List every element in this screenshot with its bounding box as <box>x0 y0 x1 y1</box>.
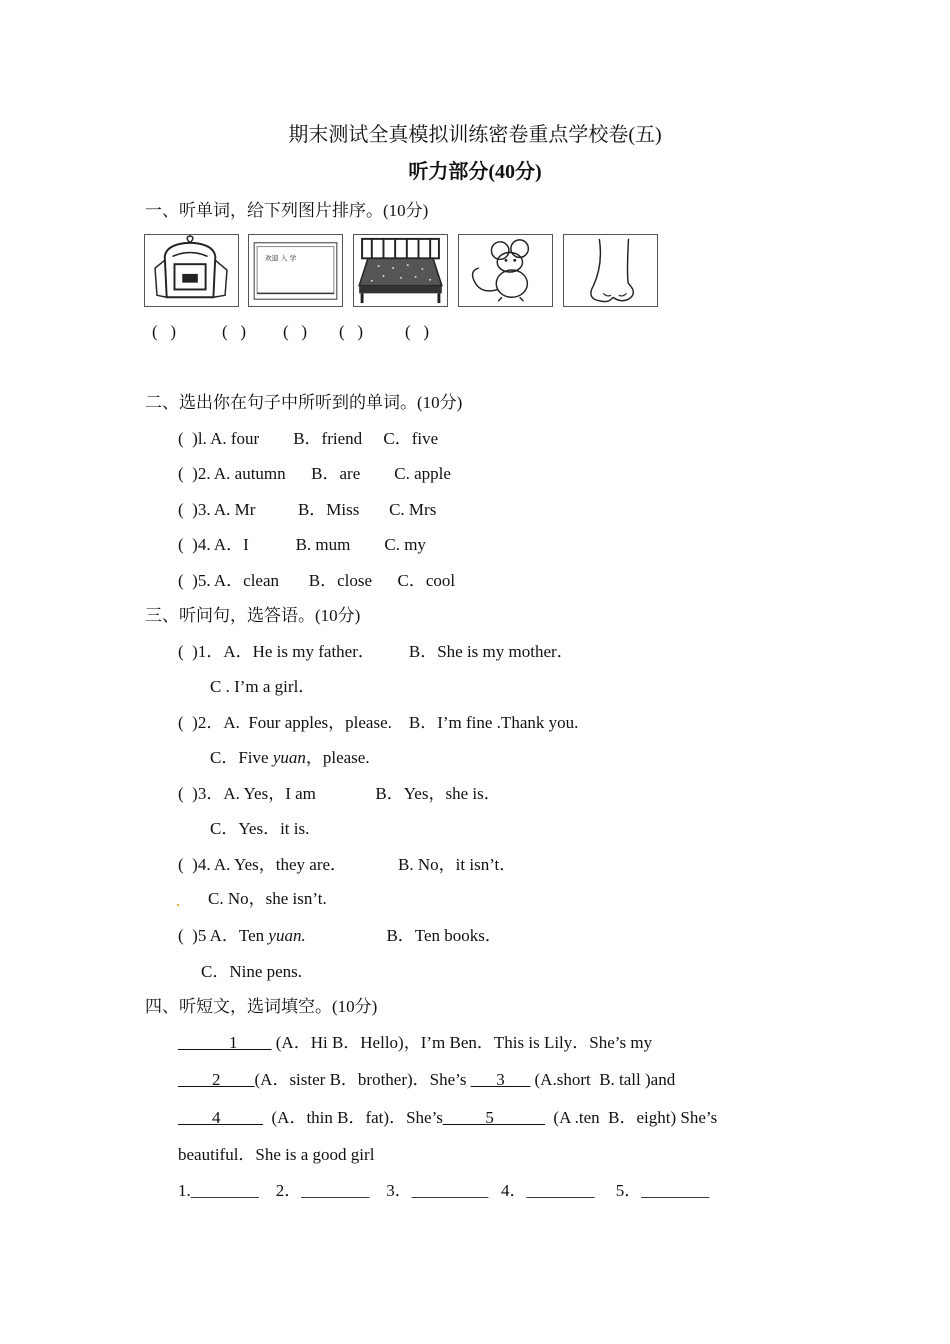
section3-heading: 三、听问句，选答语。(10分) <box>145 606 361 625</box>
order-blank-1[interactable]: ( ) <box>152 322 177 341</box>
passage-text-1: (A．Hi B．Hello)，I’m Ben．This is Lily．She’s my <box>271 1033 653 1052</box>
board-text: 欢迎 入 学 <box>264 254 297 263</box>
passage-text-2b: (A.short B. tall )and <box>530 1070 676 1089</box>
section3-q5-option-c: C．Nine pens. <box>201 962 303 981</box>
page-title: 期末测试全真模拟训练密卷重点学校卷(五) <box>288 124 662 146</box>
section4-heading: 四、听短文，选词填空。(10分) <box>145 997 378 1016</box>
passage-line-1 <box>178 1032 652 1054</box>
picture-blackboard <box>248 234 343 307</box>
section3-q5-options <box>178 925 502 947</box>
order-blank-4[interactable]: ( ) <box>339 322 364 341</box>
nose-icon <box>564 235 657 306</box>
page-subtitle: 听力部分(40分) <box>408 161 542 183</box>
section2-item-2: ( )2. A. autumn B．are C. apple <box>178 464 451 483</box>
passage-line-3 <box>178 1107 717 1129</box>
section3-q2-options: ( )2．A. Four apples，please. B．I’m fine .Thank you. <box>178 713 579 732</box>
bed-icon <box>354 235 447 306</box>
section2-heading: 二、选出你在句子中所听到的单词。(10分) <box>145 393 463 412</box>
passage-line-4: beautiful．She is a good girl <box>178 1145 375 1164</box>
section3-q4-option-c: C. No，she isn’t. <box>208 889 327 908</box>
blank-4[interactable]: ____4_____ <box>178 1108 263 1127</box>
blackboard-icon <box>249 235 342 306</box>
passage-line-2 <box>178 1069 675 1091</box>
section2-item-5: ( )5. A．clean B．close C．cool <box>178 571 456 590</box>
picture-mouse <box>458 234 553 307</box>
backpack-icon <box>145 235 238 306</box>
passage-text-2a: (A．sister B．brother)．She’s <box>254 1070 471 1089</box>
blank-2[interactable]: ____2____ <box>178 1070 255 1089</box>
order-blank-3[interactable]: ( ) <box>283 322 308 341</box>
mouse-icon <box>459 235 552 306</box>
passage-text-3b: (A .ten B．eight) She’s <box>544 1108 718 1127</box>
picture-bed <box>353 234 448 307</box>
q5-italic: yuan. <box>268 926 306 945</box>
q2c-pre: C．Five <box>210 748 273 767</box>
order-blank-2[interactable]: ( ) <box>222 322 247 341</box>
q5-pre: ( )5 A．Ten <box>178 926 269 945</box>
blank-5[interactable]: _____5______ <box>442 1108 545 1127</box>
section2-item-4: ( )4. A．I B. mum C. my <box>178 535 426 554</box>
picture-backpack <box>144 234 239 307</box>
section3-q3-options: ( )3．A. Yes，I am B．Yes，she is． <box>178 784 501 803</box>
q2c-post: ，please. <box>305 748 370 767</box>
passage-text-3a: (A．thin B．fat)．She’s <box>263 1108 443 1127</box>
section2-item-1: ( )l. A. four B．friend C．five <box>178 429 439 448</box>
q5-post: B．Ten books． <box>305 926 502 945</box>
section1-heading: 一、听单词，给下列图片排序。(10分) <box>145 201 429 220</box>
section3-q3-option-c: C．Yes．it is. <box>210 819 310 838</box>
picture-nose <box>563 234 658 307</box>
blank-3[interactable]: ___3___ <box>470 1070 531 1089</box>
section3-q4-options: ( )4. A. Yes，they are． B. No，it isn’t． <box>178 855 517 874</box>
blank-1[interactable]: ______1____ <box>178 1033 272 1052</box>
section3-q1-options: ( )1．A．He is my father． B．She is my mother． <box>178 642 574 661</box>
section3-q1-option-c: C . I’m a girl． <box>210 677 316 696</box>
section2-item-3: ( )3. A. Mr B．Miss C. Mrs <box>178 500 437 519</box>
order-blank-5[interactable]: ( ) <box>405 322 430 341</box>
q2c-italic: yuan <box>272 748 306 767</box>
stray-dot: . <box>176 891 181 910</box>
answer-blanks[interactable]: 1.________ 2．________ 3．_________ 4．________ 5．________ <box>178 1181 710 1200</box>
section3-q2-option-c <box>210 747 370 769</box>
